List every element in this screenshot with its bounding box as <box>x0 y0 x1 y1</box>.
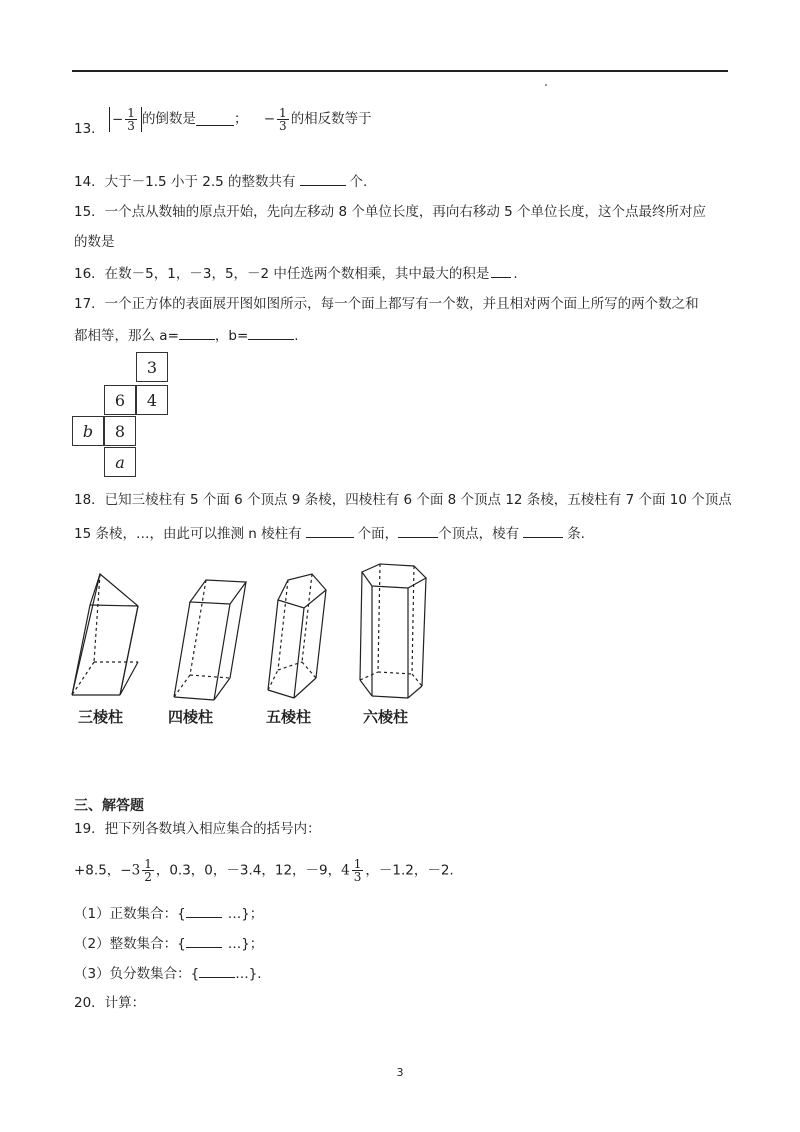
cube-face: b <box>72 416 104 446</box>
prism-figures <box>60 560 440 726</box>
question-text: 都相等，那么 a= <box>74 328 179 344</box>
section-heading: 三、解答题 <box>74 798 144 814</box>
question-text: 16．在数－5，1，－3，5，－2 中任选两个数相乘，其中最大的积是 <box>74 266 490 282</box>
absolute-value-expression <box>109 107 142 132</box>
question-text: 的相反数等于 <box>290 111 372 127</box>
answer-blank[interactable] <box>196 112 234 126</box>
fraction-denominator: 3 <box>353 870 362 884</box>
cube-face: a <box>104 447 136 477</box>
question-19-numbers <box>74 858 454 883</box>
number-item: ，0.3，0，－3.4，12，－9， <box>155 862 342 879</box>
header-rule <box>72 70 728 72</box>
prism-label: 六棱柱 <box>363 708 409 726</box>
question-number: 13． <box>74 121 105 137</box>
prism-label: 五棱柱 <box>266 708 312 726</box>
fraction-denominator: 2 <box>144 870 152 884</box>
cube-face: 4 <box>136 385 168 415</box>
answer-blank[interactable] <box>186 904 222 918</box>
set-label: （1）正数集合：{ <box>74 906 186 922</box>
cube-face: 6 <box>104 385 136 415</box>
triangular-prism <box>72 574 138 695</box>
set-label: （3）负分数集合：{ <box>74 966 200 982</box>
page-number: 3 <box>396 1066 404 1079</box>
fraction <box>142 858 154 883</box>
question-text: 条. <box>567 526 585 542</box>
set-closing: …}； <box>227 906 264 922</box>
fraction <box>125 107 137 132</box>
set-closing: …}； <box>227 936 264 952</box>
fraction <box>352 858 364 883</box>
question-13 <box>74 100 372 138</box>
question-18-line1: 18．已知三棱柱有 5 个面 6 个顶点 9 条棱，四棱柱有 6 个面 8 个顶点 12 条棱，五棱柱有 7 个面 10 个顶点 <box>74 492 732 508</box>
question-text: . <box>294 328 299 344</box>
mixed-number-whole: 4 <box>341 862 350 879</box>
question-text: 个面， <box>357 526 399 542</box>
answer-blank[interactable] <box>491 264 511 278</box>
set-label: （2）整数集合：{ <box>74 936 186 952</box>
answer-blank-b[interactable] <box>248 326 294 340</box>
question-text: 15 条棱，…，由此可以推测 n 棱柱有 <box>74 526 302 542</box>
question-17-line2 <box>74 326 299 345</box>
question-16 <box>74 264 518 283</box>
fraction-numerator: 1 <box>127 105 135 120</box>
cube-face: 3 <box>136 352 168 382</box>
question-15-line2: 的数是 <box>74 234 115 250</box>
question-19-set3 <box>74 964 262 983</box>
question-text: ，b= <box>214 328 249 344</box>
set-closing: …}. <box>235 966 262 982</box>
answer-blank[interactable] <box>300 172 346 186</box>
pentagonal-prism <box>268 574 326 698</box>
fraction-numerator: 1 <box>144 857 152 871</box>
question-text: 14．大于－1.5 小于 2.5 的整数共有 <box>74 174 296 190</box>
question-15-line1: 15．一个点从数轴的原点开始，先向左移动 8 个单位长度，再向右移动 5 个单位长度，这个点最终所对应 <box>74 204 707 220</box>
question-text: 个. <box>349 174 368 190</box>
number-item: ，－1.2，－2. <box>365 862 454 879</box>
question-19-set2 <box>74 934 263 953</box>
minus-sign: − <box>263 111 276 127</box>
minus-sign: − <box>111 111 124 127</box>
answer-blank[interactable] <box>398 524 438 538</box>
question-text: 的倒数是 <box>141 111 196 127</box>
question-17-line1: 17．一个正方体的表面展开图如图所示，每一个面上都写有一个数，并且相对两个面上所写的两个数之和 <box>74 296 699 312</box>
answer-blank[interactable] <box>186 934 222 948</box>
scan-speck <box>545 84 547 86</box>
answer-blank[interactable] <box>199 964 235 978</box>
answer-blank[interactable] <box>306 524 354 538</box>
fraction <box>277 107 289 132</box>
fraction-denominator: 3 <box>127 118 135 133</box>
fraction-numerator: 1 <box>353 857 362 871</box>
question-20: 20．计算： <box>74 995 146 1011</box>
prism-label: 四棱柱 <box>168 708 214 726</box>
question-18-line2 <box>74 524 585 543</box>
question-19-intro: 19．把下列各数填入相应集合的括号内： <box>74 821 321 837</box>
fraction-denominator: 3 <box>279 118 287 133</box>
mixed-number-whole: −3 <box>120 862 141 879</box>
answer-blank[interactable] <box>523 524 563 538</box>
answer-blank-a[interactable] <box>179 326 215 340</box>
fraction-numerator: 1 <box>279 105 287 120</box>
question-text: . <box>513 266 518 282</box>
prism-label: 三棱柱 <box>78 708 124 726</box>
question-14 <box>74 172 367 191</box>
prism-drawings <box>60 560 440 710</box>
separator: ； <box>233 111 248 127</box>
quadrangular-prism <box>174 580 246 700</box>
number-item: +8.5， <box>74 862 121 879</box>
hexagonal-prism <box>360 564 426 698</box>
question-19-set1 <box>74 904 263 923</box>
question-text: 个顶点，棱有 <box>438 526 520 542</box>
cube-face: 8 <box>104 416 136 446</box>
